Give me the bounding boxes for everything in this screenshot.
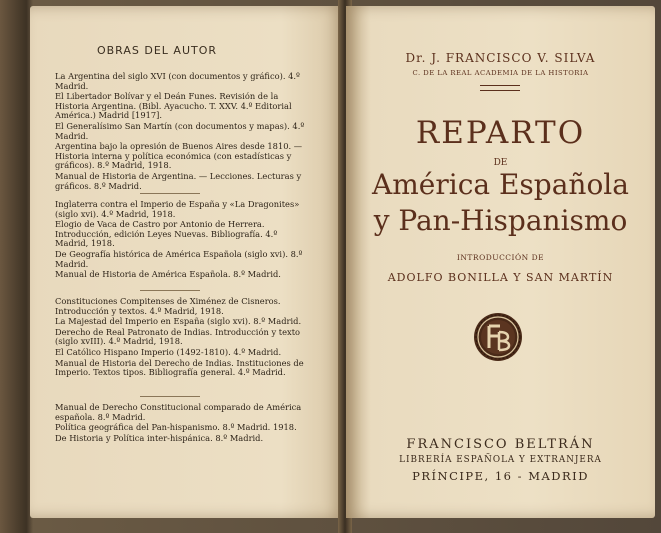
work-entry: Inglaterra contra el Imperio de España y «La Dragonites» (siglo xvi). 4.º Madrid, 1918.	[55, 199, 300, 219]
work-entry: El Generalísimo San Martín (con documentos y mapas). 4.º Madrid.	[55, 120, 305, 141]
work-entry: El Libertador Bolívar y el Deán Funes. Revisión de la Historia Argentina. (Bibl. Ayacucho. T. XXV. 4.º Editorial América.) Madrid [1917].	[55, 91, 292, 121]
work-entry: Elogio de Vaca de Castro por Antonio de Herrera. Introducción, edición Leyes Nuevas. Bibliografía. 4.º Madrid, 1918.	[55, 219, 278, 249]
work-entry: Manual de Historia de América Española. 8.º Madrid.	[55, 269, 281, 280]
work-entry: De Geografía histórica de América Española (siglo xvi). 8.º Madrid.	[55, 248, 303, 269]
divider-rule	[140, 193, 200, 194]
work-entry: Manual de Historia de Argentina. — Lecciones. Lecturas y gráficos. 8.º Madrid.	[55, 170, 302, 191]
introduction-label: INTRODUCCIÓN DE	[456, 253, 545, 262]
work-entry: El Católico Hispano Imperio (1492-1810). 4.º Madrid.	[55, 346, 282, 357]
work-entry: Argentina bajo la opresión de Buenos Aires desde 1810. — Historia interna y política económica (con estadísticas y gráficos). 8.º Madrid, 1918.	[55, 141, 303, 171]
author-name: Dr. J. FRANCISCO V. SILVA	[405, 51, 596, 65]
works-group-2	[55, 200, 313, 281]
publisher-subtitle: LIBRERÍA ESPAÑOLA Y EXTRANJERA	[399, 455, 602, 465]
publisher-name: FRANCISCO BELTRÁN	[406, 437, 595, 452]
work-entry: De Historia y Política inter-hispánica. 8.º Madrid.	[55, 432, 264, 443]
work-entry: Derecho de Real Patronato de Indias. Introducción y texto (siglo xvIII). 4.º Madrid, 1918.	[55, 326, 301, 347]
work-entry: Manual de Derecho Constitucional comparado de América española. 8.º Madrid.	[55, 402, 302, 422]
divider-rule	[140, 290, 200, 291]
works-group-3	[55, 297, 313, 379]
work-entry: Manual de Historia del Derecho de Indias. Instituciones de Imperio. Textos tipos. Bibliografía general. 4.º Madrid.	[55, 357, 304, 378]
title-line-1: REPARTO	[415, 115, 586, 151]
works-group-1	[55, 72, 313, 192]
ornament-divider	[480, 85, 520, 91]
work-entry: Política geográfica del Pan-hispanismo. 8.º Madrid. 1918.	[55, 422, 297, 433]
publisher-address: PRÍNCIPE, 16 - MADRID	[412, 469, 589, 483]
work-entry: La Argentina del siglo XVI (con documentos y gráfico). 4.º Madrid.	[55, 71, 300, 91]
introduction-author: ADOLFO BONILLA Y SAN MARTÍN	[387, 271, 614, 284]
works-group-4	[55, 403, 313, 444]
title-connector: DE	[493, 158, 508, 168]
title-line-2: América Española	[372, 168, 629, 201]
publisher-mark-icon	[473, 312, 523, 362]
work-entry: Constituciones Compitenses de Ximénez de Cisneros. Introducción y textos. 4.º Madrid, 1918.	[55, 296, 281, 316]
works-heading: OBRAS DEL AUTOR	[96, 44, 218, 57]
work-entry: La Majestad del Imperio en España (siglo xvi). 8.º Madrid.	[55, 316, 302, 327]
divider-rule	[140, 396, 200, 397]
author-affiliation: C. DE LA REAL ACADEMIA DE LA HISTORIA	[412, 69, 589, 77]
title-line-3: y Pan-Hispanismo	[373, 204, 628, 237]
